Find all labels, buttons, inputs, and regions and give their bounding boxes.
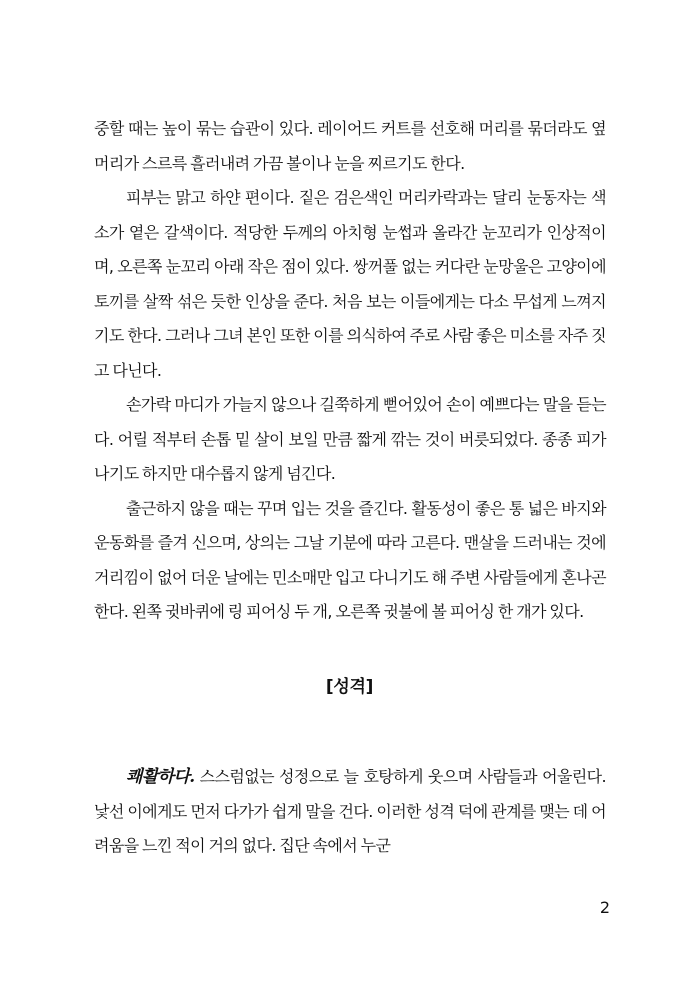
trait-lead-word: 쾌활하다. [126, 767, 195, 787]
trait-description: 스스럼없는 성정으로 늘 호탕하게 웃으며 사람들과 어울린다. 낯선 이에게도 먼저 다가가 쉽게 말을 건다. 이러한 성격 덕에 관계를 맺는 데 어려움을 느낀 적이 거의 없다. 집단 속에서 누군 [94, 767, 606, 855]
section-heading-personality: [성격] [325, 677, 374, 697]
paragraph-skin-eyes: 피부는 맑고 하얀 편이다. 짙은 검은색인 머리카락과는 달리 눈동자는 색소가 옅은 갈색이다. 적당한 두께의 아치형 눈썹과 올라간 눈꼬리가 인상적이며, 오른쪽 눈꼬리 아래 작은 점이 있다. 쌍꺼풀 없는 커다란 눈망울은 고양이에 토끼를 살짝 섞은 듯한 인상을 준다. 처음 보는 이들에게는 다소 무섭게 느껴지기도 한다. 그러나 그녀 본인 또한 이를 의식하여 주로 사람 좋은 미소를 자주 짓고 다닌다. [94, 188, 606, 380]
page-number: 2 [599, 898, 610, 917]
appearance-section [94, 112, 606, 630]
personality-section [94, 760, 606, 864]
paragraph-hair-end: 중할 때는 높이 묶는 습관이 있다. 레이어드 커트를 선호해 머리를 묶더라도 옆머리가 스르륵 흘러내려 가끔 볼이나 눈을 찌르기도 한다. [94, 119, 606, 173]
paragraph-cheerful [94, 760, 606, 864]
paragraph-clothing: 출근하지 않을 때는 꾸며 입는 것을 즐긴다. 활동성이 좋은 통 넓은 바지와 운동화를 즐겨 신으며, 상의는 그날 기분에 따라 고른다. 맨살을 드러내는 것에 거리낌이 없어 더운 날에는 민소매만 입고 다니기도 해 주변 사람들에게 혼나곤 한다. 왼쪽 귓바퀴에 링 피어싱 두 개, 오른쪽 귓불에 볼 피어싱 한 개가 있다. [94, 498, 606, 621]
paragraph-hands: 손가락 마디가 가늘지 않으나 길쭉하게 뻗어있어 손이 예쁘다는 말을 듣는다. 어릴 적부터 손톱 밑 살이 보일 만큼 짧게 깎는 것이 버릇되었다. 종종 피가 나기도 하지만 대수롭지 않게 넘긴다. [94, 395, 606, 483]
